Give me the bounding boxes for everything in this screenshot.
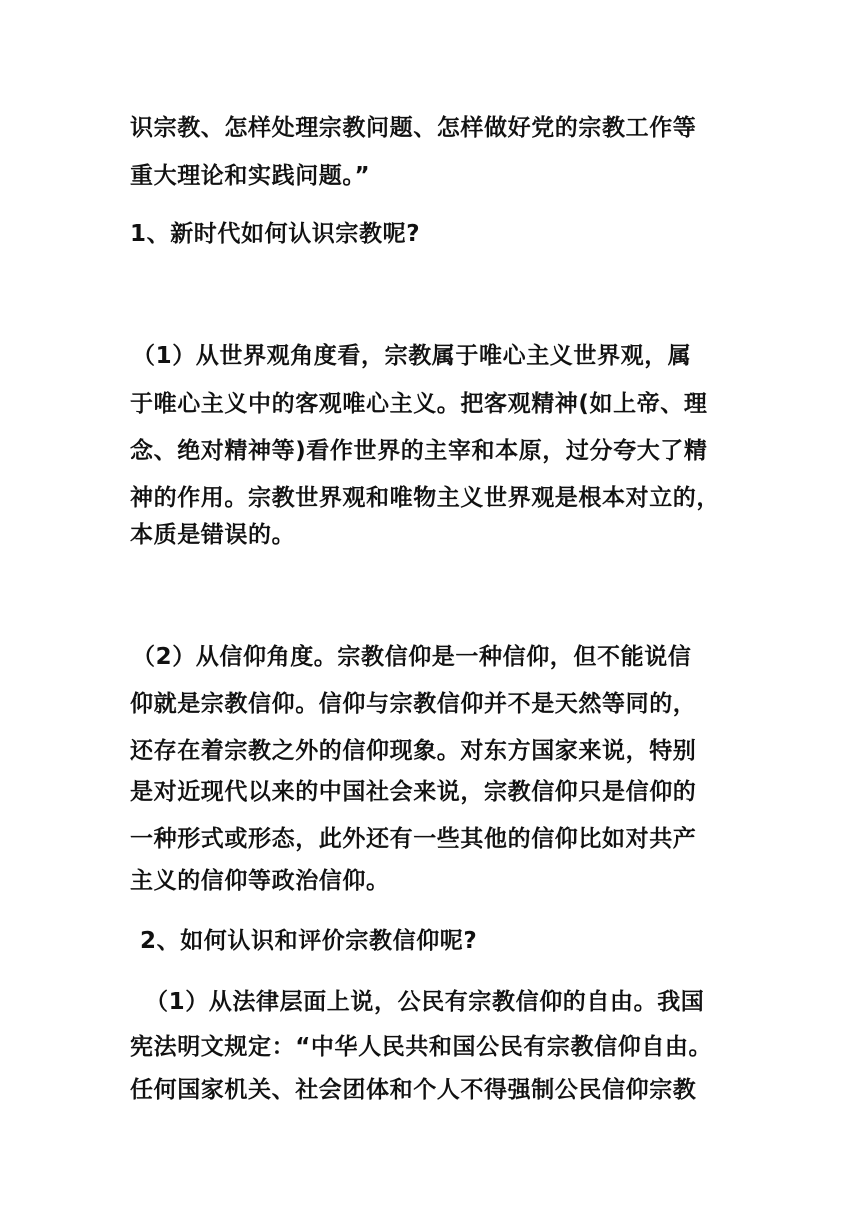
text-line: 念、绝对精神等)看作世界的主宰和本原，过分夸大了精 (130, 438, 708, 464)
text-line: 神的作用。宗教世界观和唯物主义世界观是根本对立的， (130, 485, 720, 511)
text-line: （1）从法律层面上说，公民有宗教信仰的自由。我国 (145, 989, 705, 1015)
text-line: 宪法明文规定：“中华人民共和国公民有宗教信仰自由。 (130, 1034, 713, 1060)
text-line: 本质是错误的。 (130, 522, 296, 548)
section-heading: 1、新时代如何认识宗教呢? (130, 221, 421, 247)
text-line: 还存在着宗教之外的信仰现象。对东方国家来说，特别 (130, 738, 697, 764)
section-heading: 2、如何认识和评价宗教信仰呢? (140, 928, 478, 954)
text-line: 主义的信仰等政治信仰。 (130, 868, 390, 894)
text-line: 识宗教、怎样处理宗教问题、怎样做好党的宗教工作等 (130, 115, 697, 141)
text-line: 重大理论和实践问题。” (130, 163, 371, 189)
text-line: 是对近现代以来的中国社会来说，宗教信仰只是信仰的 (130, 779, 697, 805)
text-line: 仰就是宗教信仰。信仰与宗教信仰并不是天然等同的， (130, 691, 697, 717)
text-line: 任何国家机关、社会团体和个人不得强制公民信仰宗教 (130, 1077, 697, 1103)
text-line: （2）从信仰角度。宗教信仰是一种信仰，但不能说信 (132, 644, 692, 670)
text-line: 一种形式或形态，此外还有一些其他的信仰比如对共产 (130, 826, 697, 852)
text-line: 于唯心主义中的客观唯心主义。把客观精神(如上帝、理 (130, 391, 708, 417)
text-line: （1）从世界观角度看，宗教属于唯心主义世界观，属 (132, 343, 692, 369)
